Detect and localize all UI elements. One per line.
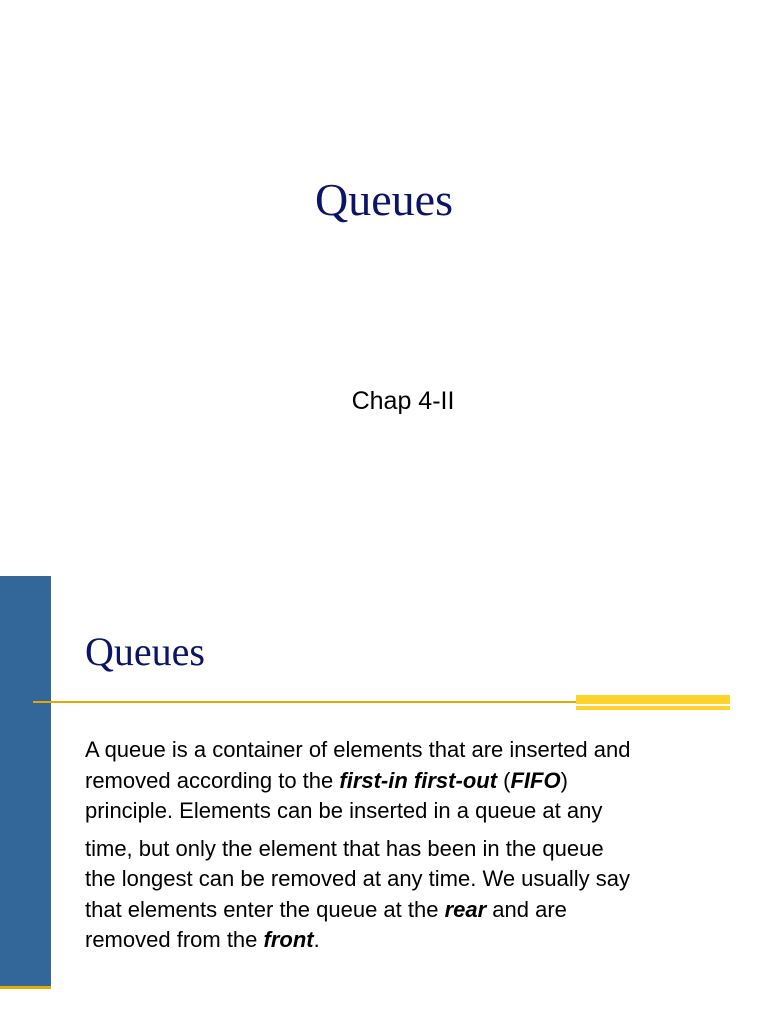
body-line bbox=[85, 925, 735, 956]
emphasis-term: rear bbox=[444, 896, 487, 922]
body-text: ( bbox=[497, 767, 511, 793]
emphasis-term: FIFO bbox=[510, 767, 561, 793]
content-slide-heading: Queues bbox=[85, 629, 205, 674]
body-line bbox=[85, 735, 735, 766]
body-text: ) bbox=[560, 767, 568, 793]
body-line bbox=[85, 796, 735, 827]
body-text: and are bbox=[486, 896, 567, 922]
title-accent-bar bbox=[576, 695, 730, 704]
title-slide-heading: Queues bbox=[315, 174, 453, 225]
body-text: removed from the bbox=[85, 927, 264, 952]
body-text: A queue is a container of elements that are inserted and bbox=[85, 737, 631, 762]
body-text: removed according to the bbox=[85, 767, 340, 793]
slide-side-bar-base bbox=[0, 986, 51, 989]
body-text: the longest can be removed at any time. We usually say bbox=[85, 866, 630, 891]
body-text: . bbox=[313, 927, 320, 952]
content-slide-body bbox=[85, 735, 735, 956]
body-line bbox=[85, 834, 735, 865]
body-line bbox=[85, 864, 735, 895]
body-text: that elements enter the queue at the bbox=[85, 896, 445, 922]
emphasis-term: first-in first-out bbox=[339, 767, 498, 793]
body-text: time, but only the element that has been in the queue bbox=[85, 835, 604, 861]
title-accent-stripe bbox=[576, 706, 730, 710]
content-slide bbox=[0, 576, 768, 1024]
body-line bbox=[85, 895, 735, 926]
slide-side-bar bbox=[0, 576, 51, 986]
body-line bbox=[85, 766, 735, 797]
body-text: principle. Elements can be inserted in a queue at any bbox=[85, 798, 603, 823]
title-slide-subtitle: Chap 4-II bbox=[351, 387, 455, 415]
emphasis-term: front bbox=[263, 927, 314, 952]
